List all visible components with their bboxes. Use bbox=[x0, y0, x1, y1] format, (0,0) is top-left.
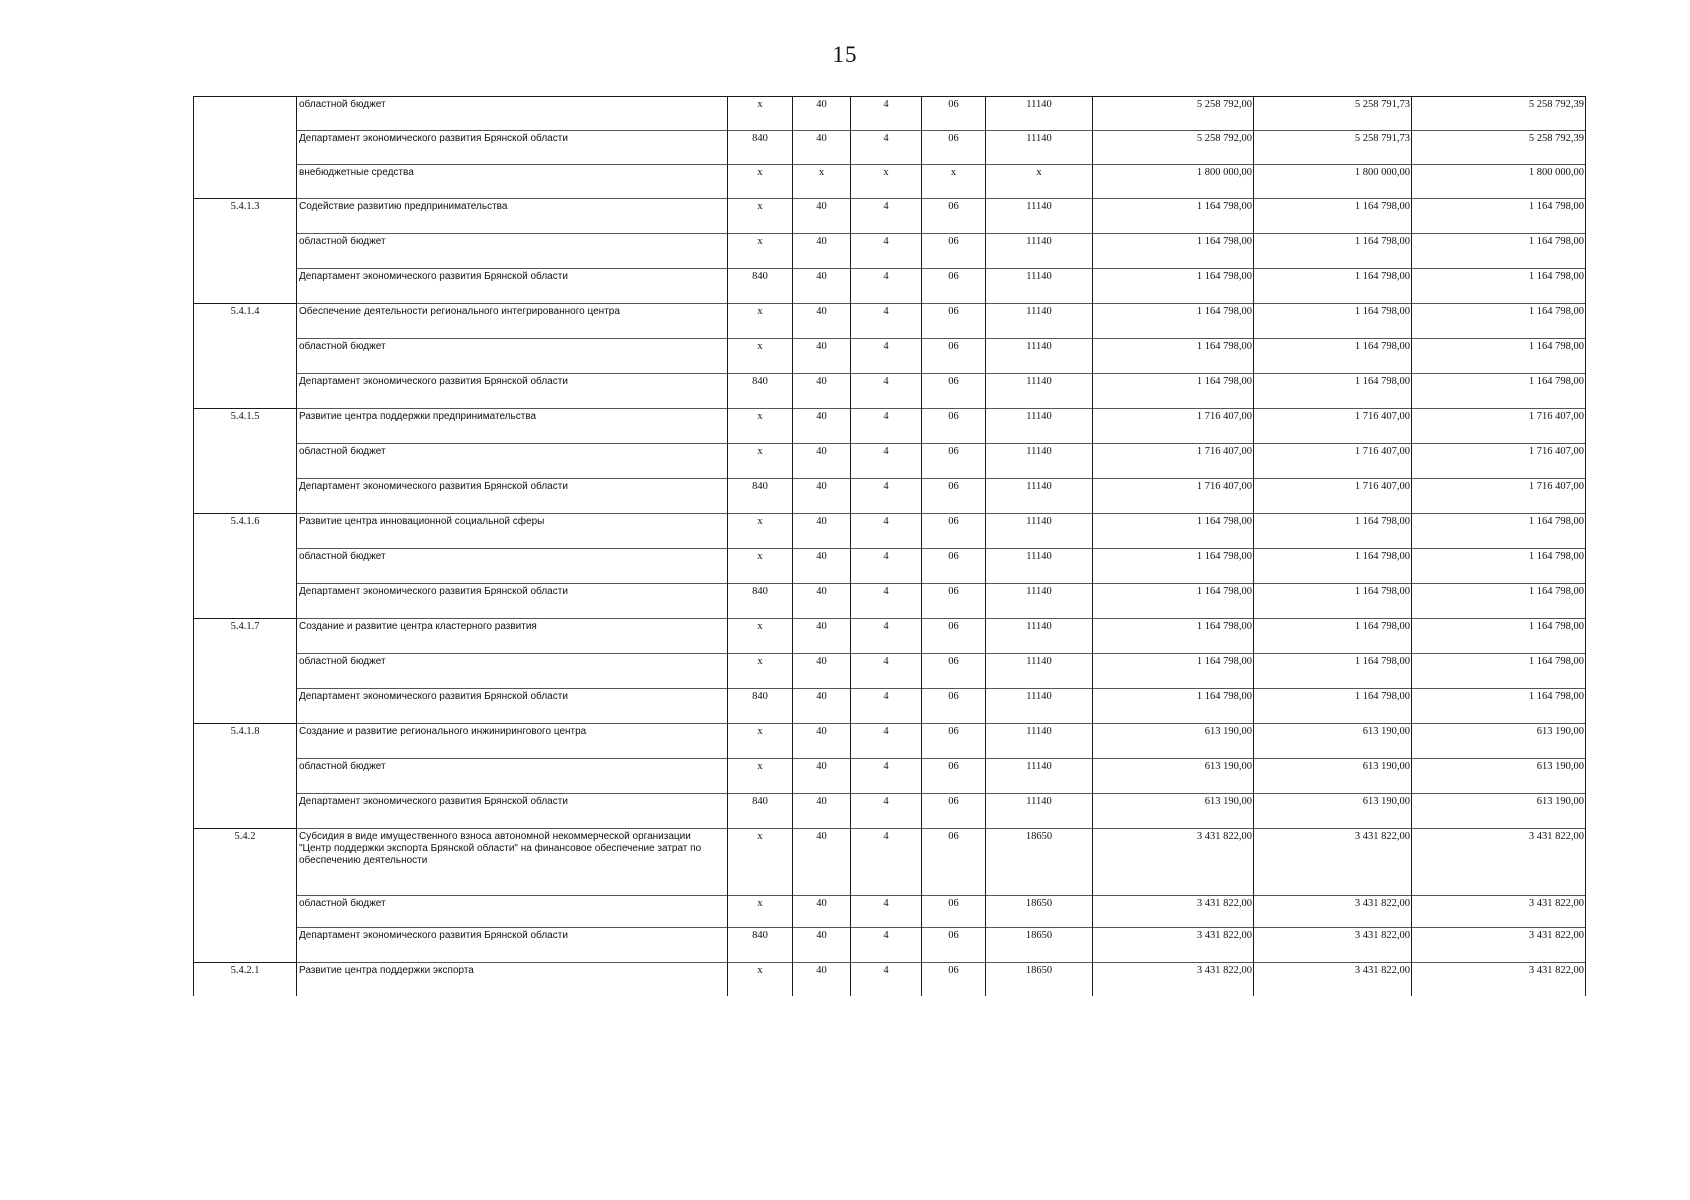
row-number bbox=[194, 928, 297, 963]
table-row bbox=[194, 165, 1586, 199]
cell-section: 40 bbox=[793, 131, 851, 165]
cell-program: 06 bbox=[922, 234, 986, 269]
cell-program: 06 bbox=[922, 619, 986, 654]
cell-amount-2: 1 164 798,00 bbox=[1254, 654, 1412, 689]
row-number bbox=[194, 374, 297, 409]
cell-subsection: 4 bbox=[851, 97, 922, 131]
cell-code: 11140 bbox=[986, 514, 1093, 549]
cell-subsection: 4 bbox=[851, 584, 922, 619]
cell-amount-2: 1 800 000,00 bbox=[1254, 165, 1412, 199]
cell-amount-3: 1 164 798,00 bbox=[1412, 514, 1586, 549]
cell-amount-1: 1 164 798,00 bbox=[1093, 584, 1254, 619]
cell-amount-1: 613 190,00 bbox=[1093, 724, 1254, 759]
cell-amount-3: 1 716 407,00 bbox=[1412, 409, 1586, 444]
cell-program: 06 bbox=[922, 654, 986, 689]
row-number: 5.4.1.8 bbox=[194, 724, 297, 759]
cell-grbs: x bbox=[728, 304, 793, 339]
row-number bbox=[194, 584, 297, 619]
row-number: 5.4.1.5 bbox=[194, 409, 297, 444]
cell-code: 11140 bbox=[986, 759, 1093, 794]
cell-amount-1: 1 716 407,00 bbox=[1093, 479, 1254, 514]
cell-grbs: 840 bbox=[728, 794, 793, 829]
row-number bbox=[194, 549, 297, 584]
cell-amount-2: 1 164 798,00 bbox=[1254, 619, 1412, 654]
cell-program: 06 bbox=[922, 444, 986, 479]
table-row bbox=[194, 654, 1586, 689]
cell-grbs: 840 bbox=[728, 689, 793, 724]
row-number: 5.4.1.4 bbox=[194, 304, 297, 339]
cell-subsection: 4 bbox=[851, 963, 922, 996]
cell-program: 06 bbox=[922, 304, 986, 339]
cell-amount-3: 1 164 798,00 bbox=[1412, 339, 1586, 374]
cell-code: 11140 bbox=[986, 269, 1093, 304]
cell-code: 11140 bbox=[986, 724, 1093, 759]
cell-amount-3: 3 431 822,00 bbox=[1412, 829, 1586, 896]
cell-code: 18650 bbox=[986, 829, 1093, 896]
cell-amount-1: 613 190,00 bbox=[1093, 759, 1254, 794]
cell-code: 11140 bbox=[986, 654, 1093, 689]
row-number bbox=[194, 97, 297, 131]
row-name: областной бюджет bbox=[297, 234, 728, 269]
cell-amount-1: 3 431 822,00 bbox=[1093, 928, 1254, 963]
cell-code: 18650 bbox=[986, 928, 1093, 963]
cell-amount-3: 5 258 792,39 bbox=[1412, 131, 1586, 165]
cell-code: 11140 bbox=[986, 97, 1093, 131]
cell-grbs: x bbox=[728, 339, 793, 374]
cell-amount-2: 613 190,00 bbox=[1254, 759, 1412, 794]
cell-section: 40 bbox=[793, 689, 851, 724]
row-number: 5.4.2 bbox=[194, 829, 297, 896]
row-number: 5.4.1.3 bbox=[194, 199, 297, 234]
cell-grbs: x bbox=[728, 234, 793, 269]
cell-code: 18650 bbox=[986, 963, 1093, 996]
cell-amount-2: 1 164 798,00 bbox=[1254, 584, 1412, 619]
cell-subsection: 4 bbox=[851, 928, 922, 963]
cell-grbs: x bbox=[728, 549, 793, 584]
table-row bbox=[194, 131, 1586, 165]
row-name: Департамент экономического развития Брянской области bbox=[297, 794, 728, 829]
table-row bbox=[194, 619, 1586, 654]
table-row bbox=[194, 759, 1586, 794]
cell-amount-1: 5 258 792,00 bbox=[1093, 131, 1254, 165]
cell-section: 40 bbox=[793, 409, 851, 444]
cell-program: 06 bbox=[922, 409, 986, 444]
cell-subsection: 4 bbox=[851, 549, 922, 584]
table-row bbox=[194, 269, 1586, 304]
cell-amount-3: 1 164 798,00 bbox=[1412, 304, 1586, 339]
cell-code: 11140 bbox=[986, 304, 1093, 339]
row-name: Департамент экономического развития Брянской области bbox=[297, 584, 728, 619]
cell-subsection: 4 bbox=[851, 269, 922, 304]
cell-grbs: x bbox=[728, 724, 793, 759]
row-name: Департамент экономического развития Брянской области bbox=[297, 131, 728, 165]
row-name: Субсидия в виде имущественного взноса автономной некоммерческой организации "Центр поддержки экспорта Брянской области" на финансовое обеспечение затрат по обеспечению деятельности bbox=[297, 829, 728, 896]
cell-program: 06 bbox=[922, 131, 986, 165]
cell-amount-3: 1 164 798,00 bbox=[1412, 619, 1586, 654]
cell-program: 06 bbox=[922, 794, 986, 829]
cell-amount-3: 613 190,00 bbox=[1412, 794, 1586, 829]
row-number bbox=[194, 131, 297, 165]
cell-grbs: x bbox=[728, 896, 793, 928]
cell-grbs: x bbox=[728, 444, 793, 479]
cell-subsection: 4 bbox=[851, 794, 922, 829]
table-body bbox=[194, 97, 1586, 996]
cell-amount-1: 1 164 798,00 bbox=[1093, 654, 1254, 689]
cell-amount-2: 1 164 798,00 bbox=[1254, 234, 1412, 269]
cell-grbs: 840 bbox=[728, 928, 793, 963]
row-name: областной бюджет bbox=[297, 549, 728, 584]
cell-subsection: 4 bbox=[851, 131, 922, 165]
cell-amount-3: 613 190,00 bbox=[1412, 759, 1586, 794]
table-row bbox=[194, 409, 1586, 444]
cell-program: 06 bbox=[922, 199, 986, 234]
cell-amount-1: 1 164 798,00 bbox=[1093, 689, 1254, 724]
row-number bbox=[194, 269, 297, 304]
cell-code: 18650 bbox=[986, 896, 1093, 928]
row-number bbox=[194, 896, 297, 928]
cell-section: 40 bbox=[793, 479, 851, 514]
table-row bbox=[194, 794, 1586, 829]
cell-amount-2: 5 258 791,73 bbox=[1254, 131, 1412, 165]
cell-grbs: x bbox=[728, 199, 793, 234]
table-row bbox=[194, 304, 1586, 339]
table-row bbox=[194, 374, 1586, 409]
cell-subsection: 4 bbox=[851, 374, 922, 409]
cell-program: 06 bbox=[922, 549, 986, 584]
cell-amount-2: 1 164 798,00 bbox=[1254, 689, 1412, 724]
cell-amount-1: 1 164 798,00 bbox=[1093, 234, 1254, 269]
cell-amount-1: 1 164 798,00 bbox=[1093, 514, 1254, 549]
cell-grbs: 840 bbox=[728, 584, 793, 619]
cell-program: x bbox=[922, 165, 986, 199]
cell-grbs: 840 bbox=[728, 374, 793, 409]
cell-code: 11140 bbox=[986, 444, 1093, 479]
row-name: Создание и развитие центра кластерного развития bbox=[297, 619, 728, 654]
cell-section: 40 bbox=[793, 374, 851, 409]
cell-code: 11140 bbox=[986, 131, 1093, 165]
cell-amount-3: 3 431 822,00 bbox=[1412, 963, 1586, 996]
row-name: Содействие развитию предпринимательства bbox=[297, 199, 728, 234]
cell-amount-1: 3 431 822,00 bbox=[1093, 829, 1254, 896]
cell-section: 40 bbox=[793, 199, 851, 234]
table-row bbox=[194, 584, 1586, 619]
cell-amount-2: 1 164 798,00 bbox=[1254, 514, 1412, 549]
cell-section: 40 bbox=[793, 619, 851, 654]
cell-subsection: 4 bbox=[851, 724, 922, 759]
cell-subsection: 4 bbox=[851, 339, 922, 374]
cell-amount-1: 3 431 822,00 bbox=[1093, 896, 1254, 928]
row-number bbox=[194, 479, 297, 514]
table-row bbox=[194, 963, 1586, 996]
cell-amount-1: 1 800 000,00 bbox=[1093, 165, 1254, 199]
cell-code: 11140 bbox=[986, 199, 1093, 234]
table-row bbox=[194, 928, 1586, 963]
row-number bbox=[194, 339, 297, 374]
cell-program: 06 bbox=[922, 269, 986, 304]
cell-subsection: 4 bbox=[851, 619, 922, 654]
cell-subsection: 4 bbox=[851, 199, 922, 234]
table-row bbox=[194, 339, 1586, 374]
row-number bbox=[194, 444, 297, 479]
cell-grbs: x bbox=[728, 97, 793, 131]
cell-grbs: 840 bbox=[728, 479, 793, 514]
cell-grbs: 840 bbox=[728, 131, 793, 165]
cell-amount-1: 1 164 798,00 bbox=[1093, 199, 1254, 234]
cell-amount-1: 5 258 792,00 bbox=[1093, 97, 1254, 131]
cell-section: 40 bbox=[793, 724, 851, 759]
row-number: 5.4.1.6 bbox=[194, 514, 297, 549]
cell-program: 06 bbox=[922, 514, 986, 549]
cell-section: 40 bbox=[793, 97, 851, 131]
cell-grbs: x bbox=[728, 829, 793, 896]
cell-section: 40 bbox=[793, 339, 851, 374]
cell-section: 40 bbox=[793, 444, 851, 479]
table-row bbox=[194, 479, 1586, 514]
cell-amount-1: 1 164 798,00 bbox=[1093, 549, 1254, 584]
cell-amount-3: 1 800 000,00 bbox=[1412, 165, 1586, 199]
cell-amount-1: 613 190,00 bbox=[1093, 794, 1254, 829]
table-row bbox=[194, 549, 1586, 584]
cell-section: 40 bbox=[793, 794, 851, 829]
cell-code: 11140 bbox=[986, 479, 1093, 514]
cell-code: 11140 bbox=[986, 374, 1093, 409]
cell-subsection: 4 bbox=[851, 896, 922, 928]
row-name: внебюджетные средства bbox=[297, 165, 728, 199]
cell-program: 06 bbox=[922, 97, 986, 131]
row-number: 5.4.1.7 bbox=[194, 619, 297, 654]
cell-amount-3: 1 164 798,00 bbox=[1412, 374, 1586, 409]
cell-amount-3: 1 164 798,00 bbox=[1412, 234, 1586, 269]
cell-section: 40 bbox=[793, 963, 851, 996]
table-row bbox=[194, 724, 1586, 759]
cell-amount-3: 3 431 822,00 bbox=[1412, 896, 1586, 928]
row-name: Обеспечение деятельности регионального интегрированного центра bbox=[297, 304, 728, 339]
cell-amount-3: 5 258 792,39 bbox=[1412, 97, 1586, 131]
cell-section: 40 bbox=[793, 514, 851, 549]
page-number: 15 bbox=[832, 42, 858, 67]
cell-section: 40 bbox=[793, 829, 851, 896]
cell-code: x bbox=[986, 165, 1093, 199]
cell-amount-2: 1 164 798,00 bbox=[1254, 374, 1412, 409]
table-row bbox=[194, 896, 1586, 928]
cell-amount-3: 3 431 822,00 bbox=[1412, 928, 1586, 963]
cell-subsection: 4 bbox=[851, 409, 922, 444]
cell-subsection: 4 bbox=[851, 689, 922, 724]
cell-section: 40 bbox=[793, 896, 851, 928]
cell-amount-3: 1 716 407,00 bbox=[1412, 479, 1586, 514]
cell-grbs: x bbox=[728, 165, 793, 199]
cell-amount-2: 1 716 407,00 bbox=[1254, 444, 1412, 479]
cell-code: 11140 bbox=[986, 409, 1093, 444]
row-name: областной бюджет bbox=[297, 444, 728, 479]
table-row bbox=[194, 97, 1586, 131]
row-number bbox=[194, 794, 297, 829]
cell-section: 40 bbox=[793, 654, 851, 689]
table-row bbox=[194, 829, 1586, 896]
cell-amount-2: 613 190,00 bbox=[1254, 794, 1412, 829]
cell-amount-1: 1 164 798,00 bbox=[1093, 619, 1254, 654]
cell-amount-3: 1 164 798,00 bbox=[1412, 689, 1586, 724]
cell-grbs: 840 bbox=[728, 269, 793, 304]
cell-program: 06 bbox=[922, 928, 986, 963]
cell-amount-1: 1 164 798,00 bbox=[1093, 339, 1254, 374]
cell-program: 06 bbox=[922, 689, 986, 724]
cell-program: 06 bbox=[922, 584, 986, 619]
row-name: Развитие центра поддержки предпринимательства bbox=[297, 409, 728, 444]
cell-amount-3: 1 164 798,00 bbox=[1412, 199, 1586, 234]
cell-code: 11140 bbox=[986, 689, 1093, 724]
cell-section: 40 bbox=[793, 234, 851, 269]
cell-program: 06 bbox=[922, 759, 986, 794]
table-row bbox=[194, 689, 1586, 724]
cell-code: 11140 bbox=[986, 619, 1093, 654]
cell-amount-2: 5 258 791,73 bbox=[1254, 97, 1412, 131]
row-name: Департамент экономического развития Брянской области bbox=[297, 374, 728, 409]
cell-code: 11140 bbox=[986, 339, 1093, 374]
row-name: областной бюджет bbox=[297, 896, 728, 928]
cell-grbs: x bbox=[728, 619, 793, 654]
cell-amount-3: 1 716 407,00 bbox=[1412, 444, 1586, 479]
cell-code: 11140 bbox=[986, 794, 1093, 829]
cell-code: 11140 bbox=[986, 234, 1093, 269]
row-name: областной бюджет bbox=[297, 759, 728, 794]
cell-subsection: 4 bbox=[851, 654, 922, 689]
cell-amount-2: 3 431 822,00 bbox=[1254, 896, 1412, 928]
cell-code: 11140 bbox=[986, 549, 1093, 584]
cell-amount-1: 1 164 798,00 bbox=[1093, 304, 1254, 339]
cell-amount-3: 1 164 798,00 bbox=[1412, 654, 1586, 689]
cell-grbs: x bbox=[728, 409, 793, 444]
budget-table bbox=[193, 96, 1586, 996]
row-name: областной бюджет bbox=[297, 97, 728, 131]
cell-amount-2: 1 164 798,00 bbox=[1254, 304, 1412, 339]
cell-amount-1: 1 716 407,00 bbox=[1093, 409, 1254, 444]
table-row bbox=[194, 234, 1586, 269]
cell-code: 11140 bbox=[986, 584, 1093, 619]
cell-program: 06 bbox=[922, 896, 986, 928]
cell-program: 06 bbox=[922, 829, 986, 896]
cell-amount-1: 1 716 407,00 bbox=[1093, 444, 1254, 479]
cell-grbs: x bbox=[728, 654, 793, 689]
table-row bbox=[194, 199, 1586, 234]
cell-program: 06 bbox=[922, 963, 986, 996]
row-name: Развитие центра поддержки экспорта bbox=[297, 963, 728, 996]
cell-section: 40 bbox=[793, 269, 851, 304]
row-name: Развитие центра инновационной социальной сферы bbox=[297, 514, 728, 549]
cell-grbs: x bbox=[728, 759, 793, 794]
cell-amount-2: 1 716 407,00 bbox=[1254, 409, 1412, 444]
cell-amount-3: 1 164 798,00 bbox=[1412, 549, 1586, 584]
cell-section: 40 bbox=[793, 928, 851, 963]
cell-program: 06 bbox=[922, 374, 986, 409]
cell-program: 06 bbox=[922, 339, 986, 374]
row-name: Создание и развитие регионального инжинирингового центра bbox=[297, 724, 728, 759]
cell-amount-1: 1 164 798,00 bbox=[1093, 374, 1254, 409]
cell-section: 40 bbox=[793, 759, 851, 794]
row-number: 5.4.2.1 bbox=[194, 963, 297, 996]
cell-section: 40 bbox=[793, 304, 851, 339]
row-number bbox=[194, 759, 297, 794]
cell-amount-2: 613 190,00 bbox=[1254, 724, 1412, 759]
table-row bbox=[194, 514, 1586, 549]
cell-amount-2: 3 431 822,00 bbox=[1254, 928, 1412, 963]
table-row bbox=[194, 444, 1586, 479]
cell-subsection: 4 bbox=[851, 304, 922, 339]
cell-subsection: 4 bbox=[851, 479, 922, 514]
cell-subsection: 4 bbox=[851, 234, 922, 269]
cell-grbs: x bbox=[728, 514, 793, 549]
row-name: областной бюджет bbox=[297, 654, 728, 689]
cell-program: 06 bbox=[922, 724, 986, 759]
cell-amount-3: 613 190,00 bbox=[1412, 724, 1586, 759]
cell-amount-2: 3 431 822,00 bbox=[1254, 829, 1412, 896]
row-number bbox=[194, 654, 297, 689]
cell-subsection: 4 bbox=[851, 514, 922, 549]
cell-subsection: 4 bbox=[851, 829, 922, 896]
row-name: Департамент экономического развития Брянской области bbox=[297, 928, 728, 963]
cell-subsection: 4 bbox=[851, 444, 922, 479]
cell-amount-2: 1 164 798,00 bbox=[1254, 269, 1412, 304]
cell-amount-2: 1 164 798,00 bbox=[1254, 549, 1412, 584]
row-name: Департамент экономического развития Брянской области bbox=[297, 269, 728, 304]
cell-grbs: x bbox=[728, 963, 793, 996]
row-number bbox=[194, 165, 297, 199]
cell-amount-2: 1 164 798,00 bbox=[1254, 199, 1412, 234]
row-name: областной бюджет bbox=[297, 339, 728, 374]
row-number bbox=[194, 234, 297, 269]
cell-program: 06 bbox=[922, 479, 986, 514]
cell-amount-2: 1 716 407,00 bbox=[1254, 479, 1412, 514]
row-name: Департамент экономического развития Брянской области bbox=[297, 689, 728, 724]
cell-amount-1: 1 164 798,00 bbox=[1093, 269, 1254, 304]
cell-subsection: x bbox=[851, 165, 922, 199]
cell-section: x bbox=[793, 165, 851, 199]
cell-amount-2: 3 431 822,00 bbox=[1254, 963, 1412, 996]
row-number bbox=[194, 689, 297, 724]
cell-amount-3: 1 164 798,00 bbox=[1412, 584, 1586, 619]
cell-section: 40 bbox=[793, 584, 851, 619]
cell-amount-3: 1 164 798,00 bbox=[1412, 269, 1586, 304]
cell-amount-2: 1 164 798,00 bbox=[1254, 339, 1412, 374]
cell-section: 40 bbox=[793, 549, 851, 584]
row-name: Департамент экономического развития Брянской области bbox=[297, 479, 728, 514]
cell-subsection: 4 bbox=[851, 759, 922, 794]
cell-amount-1: 3 431 822,00 bbox=[1093, 963, 1254, 996]
